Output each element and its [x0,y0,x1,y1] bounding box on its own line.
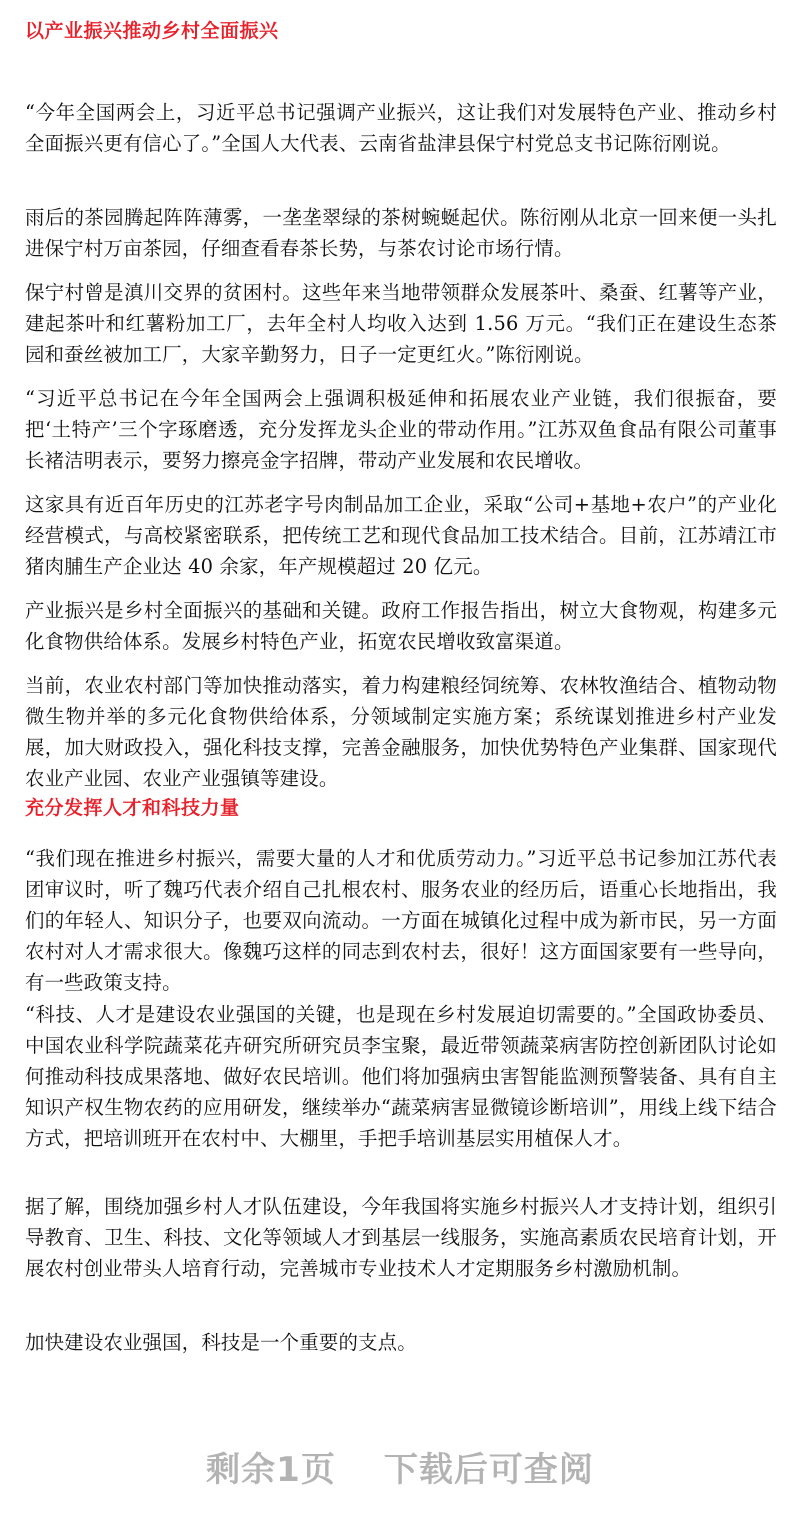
paragraph: 当前，农业农村部门等加快推动落实，着力构建粮经饲统筹、农林牧渔结合、植物动物微生物并举的多元化食物供给体系，分领域制定实施方案；系统谋划推进乡村产业发展，加大财政投入，强化科技支撑，完善金融服务，加快优势特色产业集群、国家现代农业产业园、农业产业强镇等建设。 [25,674,777,790]
paragraph: “习近平总书记在今年全国两会上强调积极延伸和拓展农业产业链，我们很振奋，要把‘土特产’三个字琢磨透，充分发挥龙头企业的带动作用。”江苏双鱼食品有限公司董事长褚洁明表示，要努力擦亮金字招牌，带动产业发展和农民增收。 [25,387,777,472]
paragraph: 雨后的茶园腾起阵阵薄雾，一垄垄翠绿的茶树蜿蜒起伏。陈衍刚从北京一回来便一头扎进保宁村万亩茶园，仔细查看春茶长势，与茶农讨论市场行情。 [25,206,777,260]
download-prompt-banner[interactable] [0,1440,800,1500]
paragraph: “今年全国两会上，习近平总书记强调产业振兴，这让我们对发展特色产业、推动乡村全面振兴更有信心了。”全国人大代表、云南省盐津县保宁村党总支书记陈衍刚说。 [25,101,777,155]
paragraph: 据了解，围绕加强乡村人才队伍建设，今年我国将实施乡村振兴人才支持计划，组织引导教育、卫生、科技、文化等领域人才到基层一线服务，实施高素质农民培育计划，开展农村创业带头人培育行动，完善城市专业技术人才定期服务乡村激励机制。 [25,1195,777,1280]
remaining-pages-text: 剩余1页 [206,1450,336,1490]
paragraph: 这家具有近百年历史的江苏老字号肉制品加工企业，采取“公司+基地+农户”的产业化经营模式，与高校紧密联系，把传统工艺和现代食品加工技术结合。目前，江苏靖江市猪肉脯生产企业达 40 余家，年产规模超过 20 亿元。 [25,493,777,578]
download-to-view-text: 下载后可查阅 [383,1450,594,1490]
section-heading-industry: 以产业振兴推动乡村全面振兴 [25,20,279,42]
paragraph: “我们现在推进乡村振兴，需要大量的人才和优质劳动力。”习近平总书记参加江苏代表团审议时，听了魏巧代表介绍自己扎根农村、服务农业的经历后，语重心长地指出，我们的年轻人、知识分子，也要双向流动。一方面在城镇化过程中成为新市民，另一方面农村对人才需求很大。像魏巧这样的同志到农村去，很好！这方面国家要有一些导向，有一些政策支持。 [25,847,777,994]
paragraph: 产业振兴是乡村全面振兴的基础和关键。政府工作报告指出，树立大食物观，构建多元化食物供给体系。发展乡村特色产业，拓宽农民增收致富渠道。 [25,599,777,653]
paragraph: 加快建设农业强国，科技是一个重要的支点。 [25,1331,417,1354]
paragraph: 保宁村曾是滇川交界的贫困村。这些年来当地带领群众发展茶叶、桑蚕、红薯等产业，建起茶叶和红薯粉加工厂，去年全村人均收入达到 1.56 万元。“我们正在建设生态茶园和蚕丝被加工厂，大家辛勤努力，日子一定更红火。”陈衍刚说。 [25,281,777,366]
section-heading-talent: 充分发挥人才和科技力量 [25,797,240,819]
paragraph: “科技、人才是建设农业强国的关键，也是现在乡村发展迫切需要的。”全国政协委员、中国农业科学院蔬菜花卉研究所研究员李宝聚，最近带领蔬菜病害防控创新团队讨论如何推动科技成果落地、做好农民培训。他们将加强病虫害智能监测预警装备、具有自主知识产权生物农药的应用研发，继续举办“蔬菜病害显微镜诊断培训”，用线上线下结合方式，把培训班开在农村中、大棚里，手把手培训基层实用植保人才。 [25,1003,777,1150]
